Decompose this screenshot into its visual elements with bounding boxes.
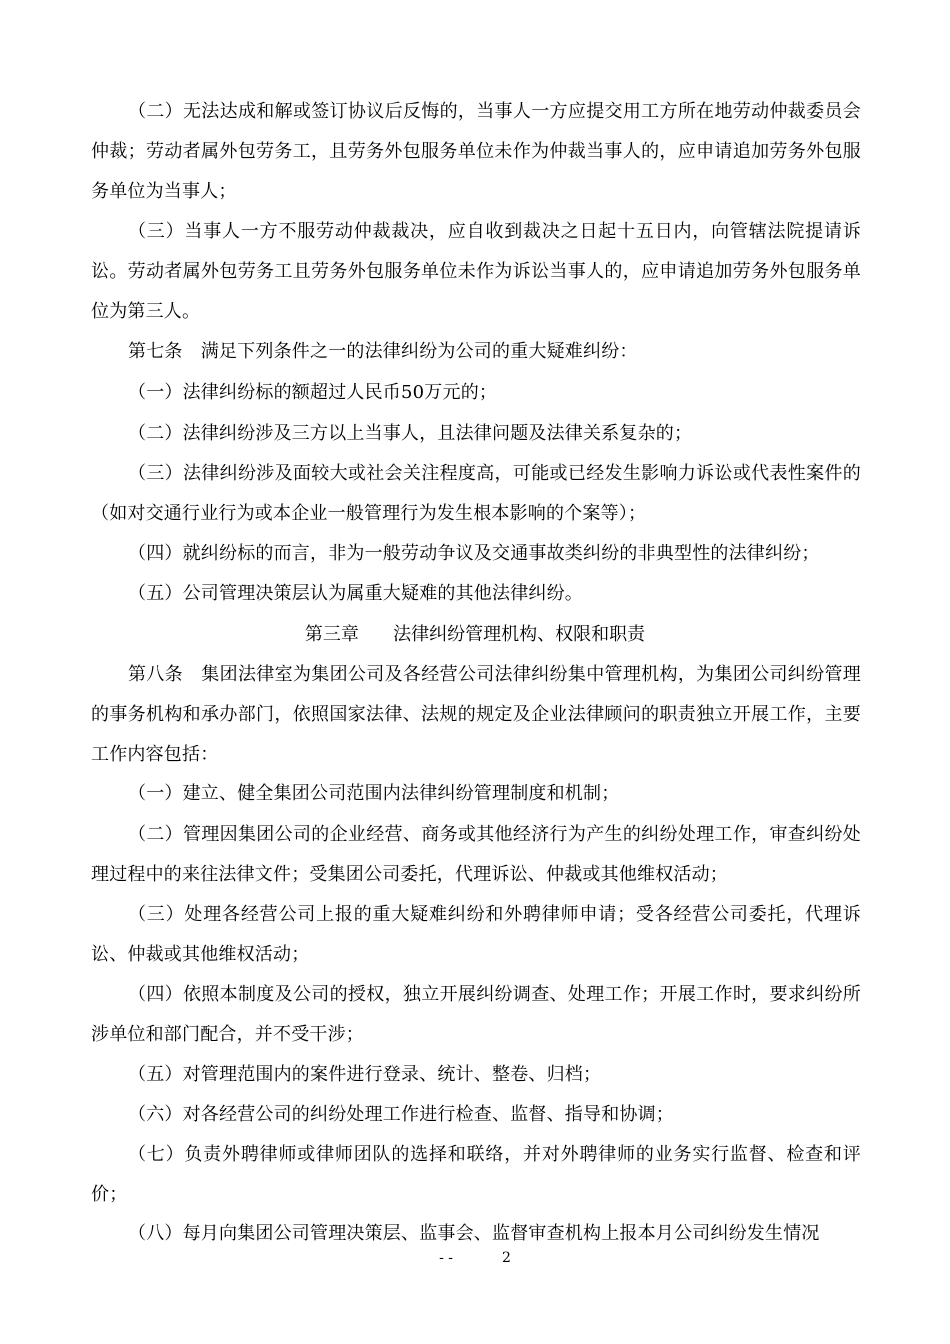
paragraph: （五）公司管理决策层认为属重大疑难的其他法律纠纷。 <box>128 583 583 604</box>
paragraph: （二）管理因集团公司的企业经营、商务或其他经济行为产生的纠纷处理工作，审查纠纷处理过程中的来往法律文件；受集团公司委托，代理诉讼、仲裁或其他维权活动； <box>91 824 861 885</box>
paragraph: （三）法律纠纷涉及面较大或社会关注程度高，可能或已经发生影响力诉讼或代表性案件的（如对交通行业行为或本企业一般管理行为发生根本影响的个案等）； <box>91 463 861 524</box>
paragraph: （四）就纠纷标的而言，非为一般劳动争议及交通事故类纠纷的非典型性的法律纠纷； <box>128 543 820 564</box>
chapter-number: 第三章 <box>304 624 359 645</box>
paragraph: （四）依照本制度及公司的授权，独立开展纠纷调查、处理工作；开展工作时，要求纠纷所涉单位和部门配合，并不受干涉； <box>91 984 861 1045</box>
paragraph: （八）每月向集团公司管理决策层、监事会、监督审查机构上报本月公司纠纷发生情况 <box>128 1223 820 1244</box>
page-footer <box>0 1248 950 1268</box>
paragraph: （二）法律纠纷涉及三方以上当事人，且法律问题及法律关系复杂的； <box>128 423 693 444</box>
chapter-heading <box>0 615 950 655</box>
paragraph: （七）负责外聘律师或律师团队的选择和联络，并对外聘律师的业务实行监督、检查和评价； <box>91 1144 861 1205</box>
paragraph: （一）建立、健全集团公司范围内法律纠纷管理制度和机制； <box>128 783 620 804</box>
page-number: 2 <box>501 1250 511 1266</box>
paragraph: 第八条 集团法律室为集团公司及各经营公司法律纠纷集中管理机构，为集团公司纠纷管理的事务机构和承办部门，依照国家法律、法规的规定及企业法律顾问的职责独立开展工作，主要工作内容包括： <box>91 664 861 765</box>
paragraph: （二）无法达成和解或签订协议后反悔的，当事人一方应提交用工方所在地劳动仲裁委员会仲裁；劳动者属外包劳务工，且劳务外包服务单位未作为仲裁当事人的，应申请追加劳务外包服务单位为当事人； <box>91 101 861 202</box>
chapter-title: 法律纠纷管理机构、权限和职责 <box>393 624 646 645</box>
paragraph: （五）对管理范围内的案件进行登录、统计、整卷、归档； <box>128 1064 602 1085</box>
paragraph: （三）当事人一方不服劳动仲裁裁决，应自收到裁决之日起十五日内，向管辖法院提请诉讼。劳动者属外包劳务工且劳务外包服务单位未作为诉讼当事人的，应申请追加劳务外包服务单位为第三人。 <box>91 221 861 322</box>
paragraph: （三）处理各经营公司上报的重大疑难纠纷和外聘律师申请；受各经营公司委托，代理诉讼、仲裁或其他维权活动； <box>91 904 861 965</box>
paragraph: 第七条 满足下列条件之一的法律纠纷为公司的重大疑难纠纷： <box>128 341 638 362</box>
paragraph: （六）对各经营公司的纠纷处理工作进行检查、监督、指导和协调； <box>128 1104 674 1125</box>
paragraph: （一）法律纠纷标的额超过人民币50万元的； <box>128 382 498 403</box>
footer-prefix: - - <box>439 1250 454 1266</box>
